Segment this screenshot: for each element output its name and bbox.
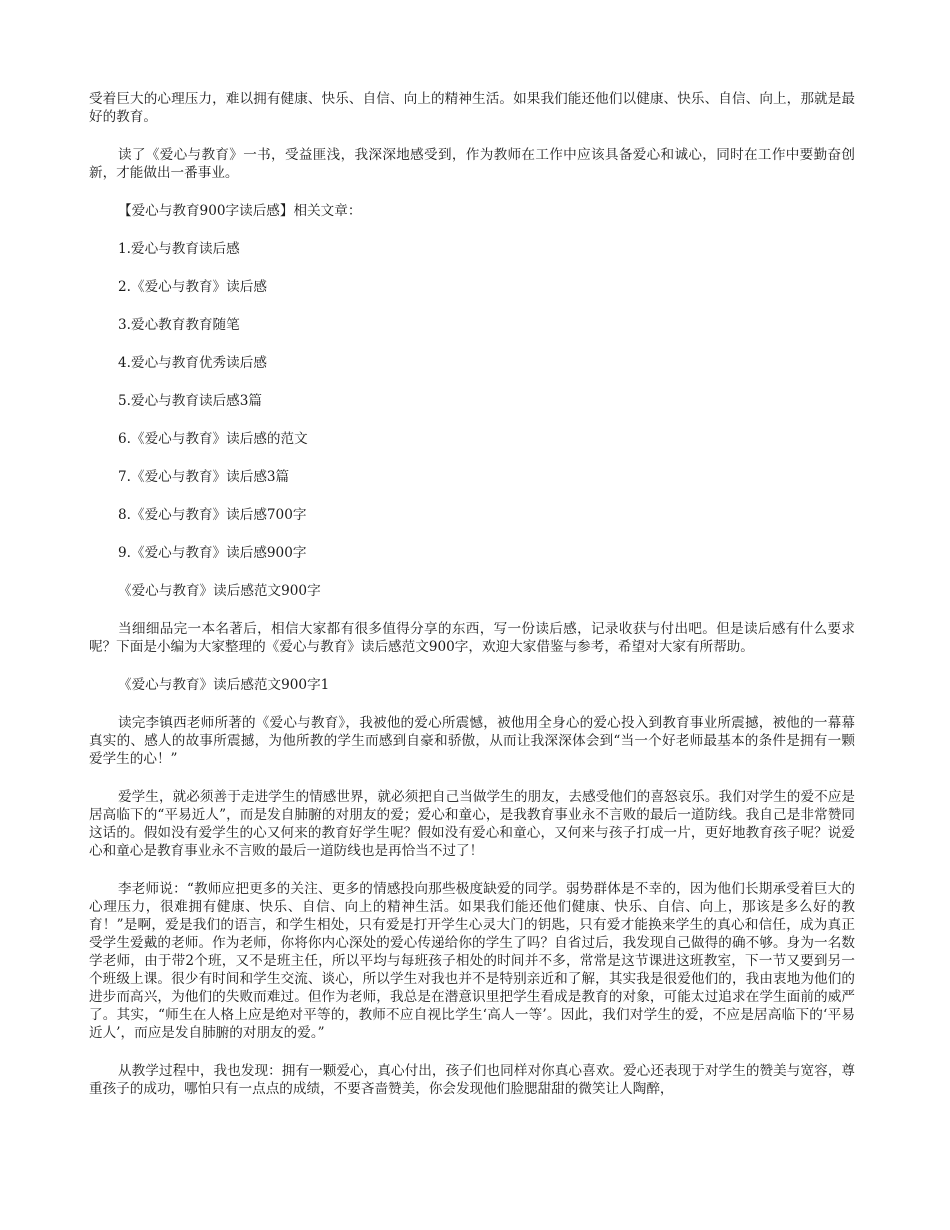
related-article-link[interactable]: 3.爱心教育教育随笔 bbox=[118, 317, 240, 333]
related-article-link[interactable]: 8.《爱心与教育》读后感700字 bbox=[118, 507, 307, 523]
document-page bbox=[89, 90, 855, 1118]
related-article-link[interactable]: 1.爱心与教育读后感 bbox=[118, 241, 240, 257]
paragraph-summary: 读了《爱心与教育》一书，受益匪浅，我深深地感受到，作为教师在工作中应该具备爱心和诚心，同时在工作中要勤奋创新，才能做出一番事业。 bbox=[89, 147, 855, 181]
related-article-link[interactable]: 7.《爱心与教育》读后感3篇 bbox=[118, 469, 290, 485]
related-article-link[interactable]: 4.爱心与教育优秀读后感 bbox=[118, 355, 267, 371]
related-article-link[interactable]: 9.《爱心与教育》读后感900字 bbox=[118, 545, 307, 561]
body-paragraph: 读完李镇西老师所著的《爱心与教育》，我被他的爱心所震憾，被他用全身心的爱心投入到教育事业所震撼，被他的一幕幕真实的、感人的故事所震撼，为他所教的学生而感到自豪和骄傲，从而让我深深体会到“当一个好老师最基本的条件是拥有一颗爱学生的心！” bbox=[89, 715, 855, 767]
section-title: 《爱心与教育》读后感范文900字1 bbox=[118, 677, 330, 693]
paragraph-continued: 受着巨大的心理压力，难以拥有健康、快乐、自信、向上的精神生活。如果我们能还他们以健康、快乐、自信、向上，那就是最好的教育。 bbox=[89, 91, 855, 125]
body-paragraph: 李老师说：“教师应把更多的关注、更多的情感投向那些极度缺爱的同学。弱势群体是不幸的，因为他们长期承受着巨大的心理压力，很难拥有健康、快乐、自信、向上的精神生活。如果我们能还他们健康、快乐、自信、向上，那该是多么好的教育！”是啊，爱是我们的语言，和学生相处，只有爱是打开学生心灵大门的钥匙，只有爱才能换来学生的真心和信任，成为真正受学生爱戴的老师。作为老师，你将你内心深处的爱心传递给你的学生了吗？自省过后，我发现自己做得的确不够。身为一名数学老师，由于带2个班，又不是班主任，所以平均与每班孩子相处的时间并不多，常常是这节课进这班教室，下一节又要到另一个班级上课。很少有时间和学生交流、谈心，所以学生对我也并不是特别亲近和了解，其实我是很爱他们的，我由衷地为他们的进步而高兴，为他们的失败而难过。但作为老师，我总是在潜意识里把学生看成是教育的对象，可能太过追求在学生面前的威严了。其实，“师生在人格上应是绝对平等的，教师不应自视比学生‘高人一等’。因此，我们对学生的爱，不应是居高临下的‘平易近人’，而应是发自肺腑的对朋友的爱。” bbox=[89, 881, 855, 1041]
related-article-link[interactable]: 6.《爱心与教育》读后感的范文 bbox=[118, 431, 308, 447]
article-title: 《爱心与教育》读后感范文900字 bbox=[118, 583, 321, 599]
body-paragraph: 爱学生，就必须善于走进学生的情感世界，就必须把自己当做学生的朋友，去感受他们的喜怒哀乐。我们对学生的爱不应是居高临下的“平易近人”，而是发自肺腑的对朋友的爱；爱心和童心，是我教育事业永不言败的最后一道防线。我自己是非常赞同这话的。假如没有爱学生的心又何来的教育好学生呢？假如没有爱心和童心，又何来与孩子打成一片，更好地教育孩子呢？说爱心和童心是教育事业永不言败的最后一道防线也是再恰当不过了！ bbox=[89, 789, 855, 859]
body-paragraph: 从教学过程中，我也发现：拥有一颗爱心，真心付出，孩子们也同样对你真心喜欢。爱心还表现于对学生的赞美与宽容，尊重孩子的成功，哪怕只有一点点的成绩，不要吝啬赞美，你会发现他们脸腮甜甜的微笑让人陶醉， bbox=[89, 1063, 855, 1097]
related-articles-heading: 【爱心与教育900字读后感】相关文章： bbox=[118, 203, 362, 219]
related-article-link[interactable]: 2.《爱心与教育》读后感 bbox=[118, 279, 267, 295]
intro-paragraph: 当细细品完一本名著后，相信大家都有很多值得分享的东西，写一份读后感，记录收获与付出吧。但是读后感有什么要求呢？下面是小编为大家整理的《爱心与教育》读后感范文900字，欢迎大家借鉴与参考，希望对大家有所帮助。 bbox=[89, 621, 855, 655]
related-article-link[interactable]: 5.爱心与教育读后感3篇 bbox=[118, 393, 262, 409]
